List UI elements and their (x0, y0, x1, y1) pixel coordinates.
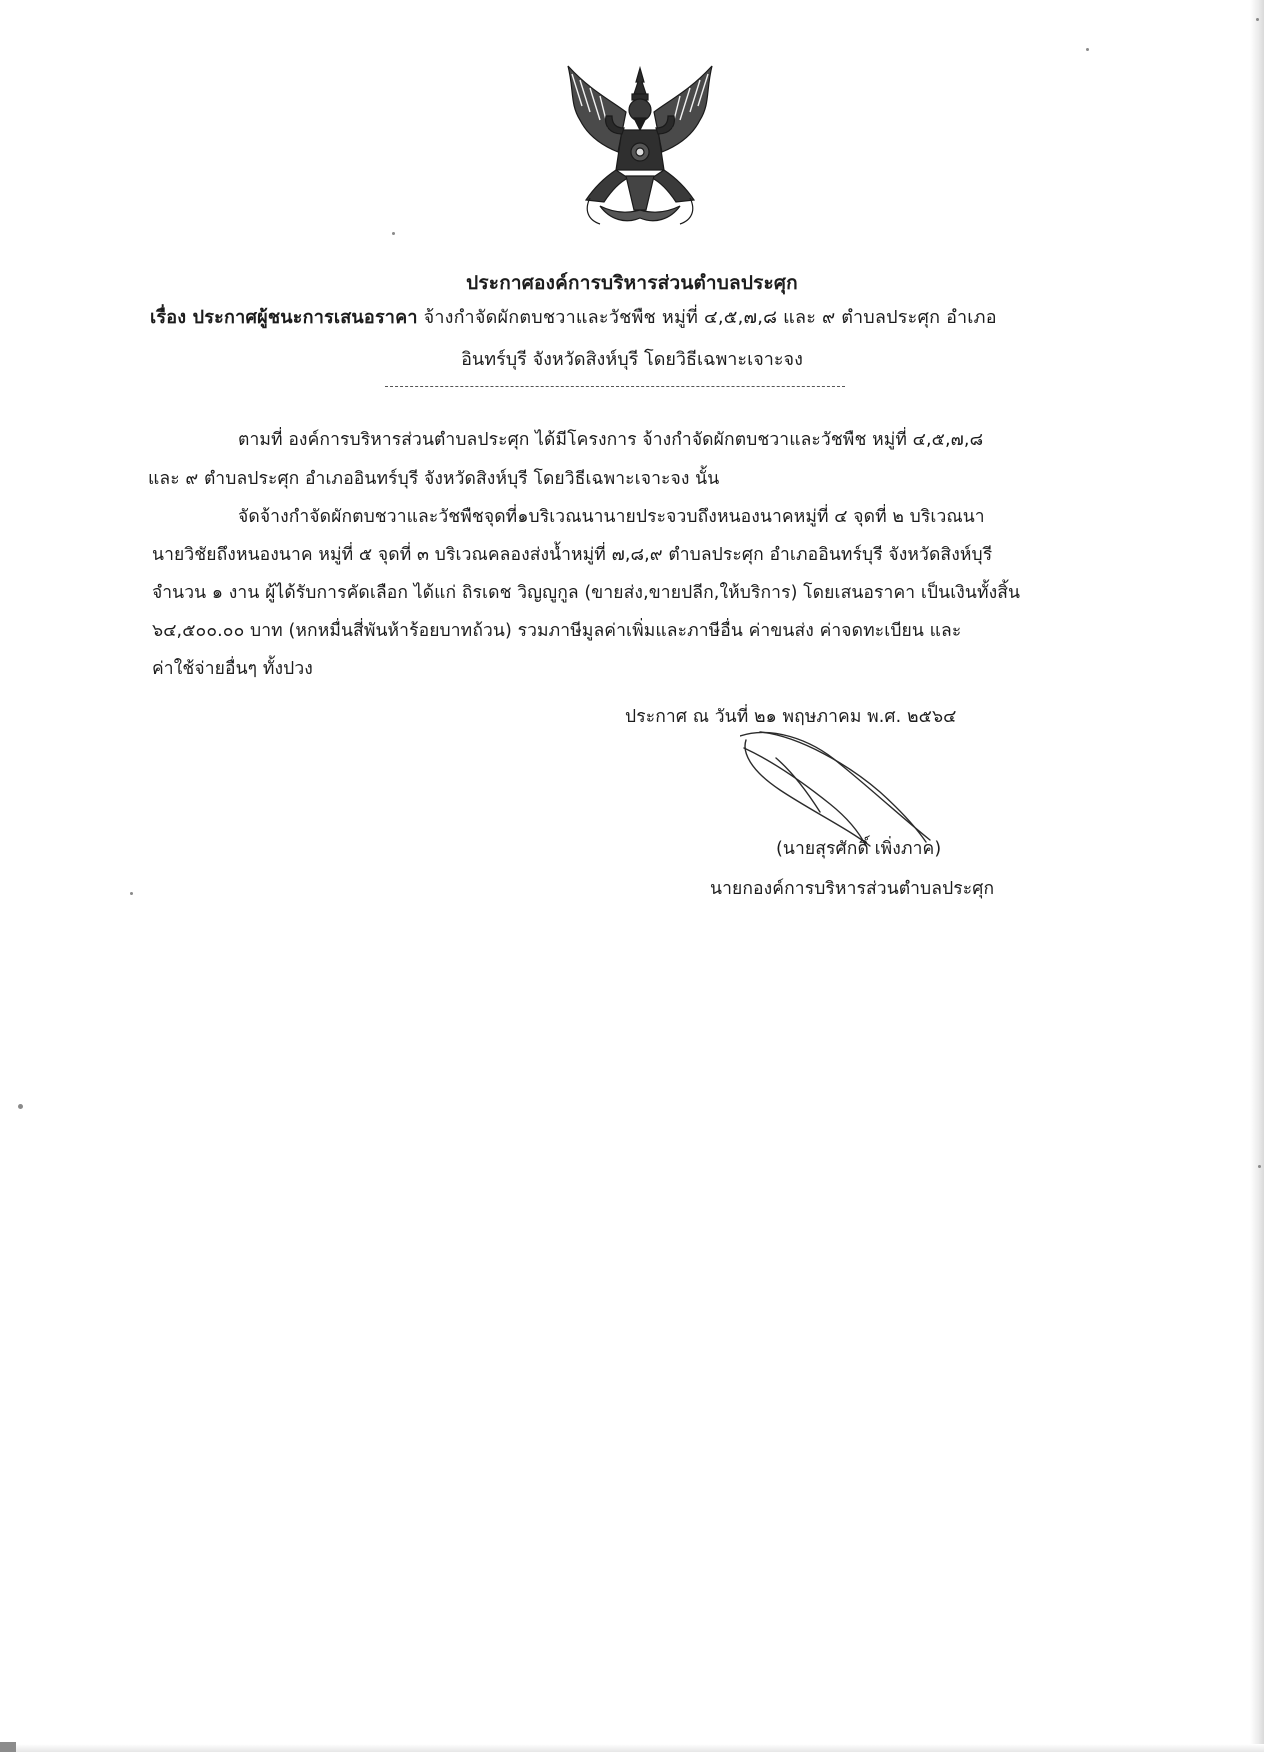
subject-text: จ้างกำจัดผักตบชวาและวัชพืช หมู่ที่ ๔,๕,๗,๘ และ ๙ ตำบลประศุก อำเภอ (423, 307, 997, 328)
signer-name: (นายสุรศักดิ์ เพิ่งภาค) (776, 839, 942, 859)
body-line: และ ๙ ตำบลประศุก อำเภออินทร์บุรี จังหวัดสิงห์บุรี โดยวิธีเฉพาะเจาะจง นั้น (148, 469, 720, 489)
scan-speck (1086, 48, 1089, 51)
scan-speck (1258, 1165, 1261, 1168)
scan-edge-shadow (1250, 0, 1264, 1752)
subject-line-continued: อินทร์บุรี จังหวัดสิงห์บุรี โดยวิธีเฉพาะเจาะจง (461, 349, 803, 370)
scan-bottom-shadow (0, 1744, 1264, 1752)
body-line: ๖๔,๕๐๐.๐๐ บาท (หกหมื่นสี่พันห้าร้อยบาทถ้วน) รวมภาษีมูลค่าเพิ่มและภาษีอื่น ค่าขนส่ง ค่าจดทะเบียน และ (152, 621, 962, 641)
scan-corner-mark (0, 1742, 16, 1752)
scan-speck (130, 892, 133, 895)
document-title: ประกาศองค์การบริหารส่วนตำบลประศุก (466, 272, 798, 294)
body-line: นายวิชัยถึงหนองนาค หมู่ที่ ๕ จุดที่ ๓ บริเวณคลองส่งน้ำหมู่ที่ ๗,๘,๙ ตำบลประศุก อำเภออินทร์บุรี จังหวัดสิงห์บุรี (152, 545, 993, 565)
garuda-emblem-icon (560, 60, 720, 230)
handwritten-signature-icon (740, 730, 980, 850)
body-line: ค่าใช้จ่ายอื่นๆ ทั้งปวง (152, 659, 313, 679)
subject-line (150, 302, 1070, 331)
body-line: จัดจ้างกำจัดผักตบชวาและวัชพืชจุดที่๑บริเวณนานายประจวบถึงหนองนาคหมู่ที่ ๔ จุดที่ ๒ บริเวณนา (238, 507, 985, 527)
body-line: ตามที่ องค์การบริหารส่วนตำบลประศุก ได้มีโครงการ จ้างกำจัดผักตบชวาและวัชพืช หมู่ที่ ๔,๕,๗,๘ (238, 430, 984, 450)
scan-speck (1256, 18, 1259, 21)
scan-speck (18, 1104, 23, 1109)
divider (385, 386, 845, 387)
announcement-date: ประกาศ ณ วันที่ ๒๑ พฤษภาคม พ.ศ. ๒๕๖๔ (625, 707, 957, 727)
subject-label: เรื่อง ประกาศผู้ชนะการเสนอราคา (150, 307, 418, 328)
signer-position: นายกองค์การบริหารส่วนตำบลประศุก (710, 879, 995, 899)
scan-speck (392, 232, 395, 235)
body-line: จำนวน ๑ งาน ผู้ได้รับการคัดเลือก ได้แก่ ถิรเดช วิญญูกูล (ขายส่ง,ขายปลีก,ให้บริการ) โดยเสนอราคา เป็นเงินทั้งสิ้น (152, 583, 1021, 603)
